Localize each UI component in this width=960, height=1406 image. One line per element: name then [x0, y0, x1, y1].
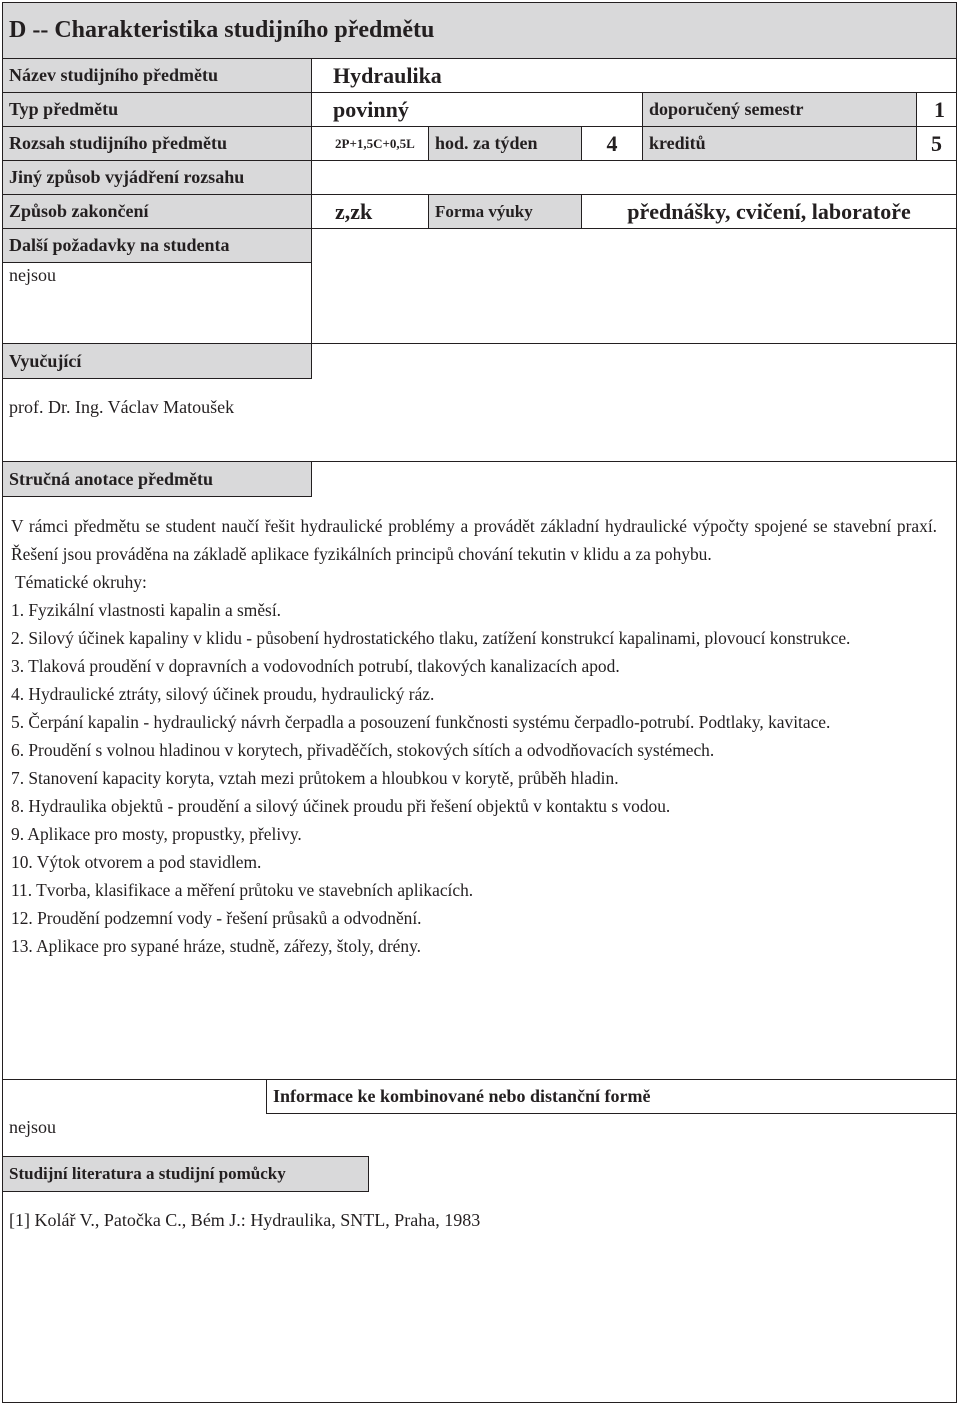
course-name-value: Hydraulika: [333, 62, 442, 88]
course-name-label: Název studijního předmětu: [3, 59, 311, 92]
topics-heading: Tématické okruhy:: [15, 572, 147, 592]
topic-item: 5. Čerpání kapalin - hydraulický návrh čerpadla a posouzení funkčnosti systému čerpadlo-potrubí. Podtlaky, kavitace.: [11, 712, 831, 732]
topic-item: 2. Silový účinek kapaliny v klidu - působení hydrostatického tlaku, zatížení konstrukcí kapalinami, plovoucí konstrukce.: [11, 628, 851, 648]
topic-item: 3. Tlaková proudění v dopravních a vodovodních potrubí, tlakových kanalizacích apod.: [11, 656, 620, 676]
course-type-label: Typ předmětu: [3, 93, 311, 126]
course-type-value: povinný: [333, 96, 409, 122]
teachers-text: prof. Dr. Ing. Václav Matoušek: [9, 397, 235, 417]
range-value: 2P+1,5C+0,5L: [335, 135, 415, 151]
topic-item: 8. Hydraulika objektů - proudění a silový účinek proudu při řešení objektů v kontaktu s vodou.: [11, 796, 671, 816]
literature-item: [1] Kolář V., Patočka C., Bém J.: Hydraulika, SNTL, Praha, 1983: [9, 1210, 481, 1230]
topic-item: 9. Aplikace pro mosty, propustky, přelivy.: [11, 824, 302, 844]
range-label: Rozsah studijního předmětu: [3, 127, 311, 160]
credits-value: 5: [931, 130, 942, 156]
topic-item: 13. Aplikace pro sypané hráze, studně, zářezy, štoly, drény.: [11, 936, 421, 956]
hours-value: 4: [606, 130, 618, 156]
topic-item: 4. Hydraulické ztráty, silový účinek proudu, hydraulický ráz.: [11, 684, 435, 704]
annotation-label: Stručná anotace předmětu: [3, 462, 311, 496]
course-form: [2, 2, 957, 1403]
annotation-intro: V rámci předmětu se student naučí řešit hydraulické problémy a provádět základní hydraulické výpočty spojené se stavební praxí. Řešení jsou prováděna na základě aplikace fyzikálních principů chování tekutin v klidu a za pohybu.: [11, 516, 937, 564]
annotation-body: [11, 512, 937, 960]
requirements-label: Další požadavky na studenta: [3, 229, 311, 262]
topic-item: 12. Proudění podzemní vody - řešení průsaků a odvodnění.: [11, 908, 422, 928]
other-range-value: [327, 161, 927, 194]
topic-item: 1. Fyzikální vlastnosti kapalin a směsí.: [11, 600, 282, 620]
form-title: [3, 3, 956, 58]
topics-list: [11, 596, 937, 960]
topic-item: 10. Výtok otvorem a pod stavidlem.: [11, 852, 262, 872]
other-range-label: Jiný způsob vyjádření rozsahu: [3, 161, 311, 194]
form-title-text: D -- Charakteristika studijního předmětu: [9, 17, 435, 43]
hours-label: hod. za týden: [429, 127, 581, 160]
topic-item: 11. Tvorba, klasifikace a měření průtoku ve stavebních aplikacích.: [11, 880, 474, 900]
distance-label: Informace ke kombinované nebo distanční formě: [273, 1085, 651, 1106]
completion-label: Způsob zakončení: [3, 195, 311, 228]
teaching-form-value: přednášky, cvičení, laboratoře: [627, 198, 911, 224]
teaching-form-label: Forma výuky: [429, 195, 581, 228]
semester-label: doporučený semestr: [643, 93, 916, 126]
completion-value: z,zk: [335, 198, 373, 224]
literature-label: Studijní literatura a studijní pomůcky: [3, 1157, 368, 1191]
topic-item: 6. Proudění s volnou hladinou v korytech, přivaděčích, stokových sítích a odvodňovacích systémech.: [11, 740, 715, 760]
requirements-text: nejsou: [9, 265, 56, 285]
semester-value: 1: [934, 96, 945, 122]
topic-item: 7. Stanovení kapacity koryta, vztah mezi průtokem a hloubkou v korytě, průběh hladin.: [11, 768, 619, 788]
credits-label: kreditů: [643, 127, 916, 160]
distance-text: nejsou: [9, 1117, 56, 1137]
teachers-label: Vyučující: [3, 344, 311, 378]
